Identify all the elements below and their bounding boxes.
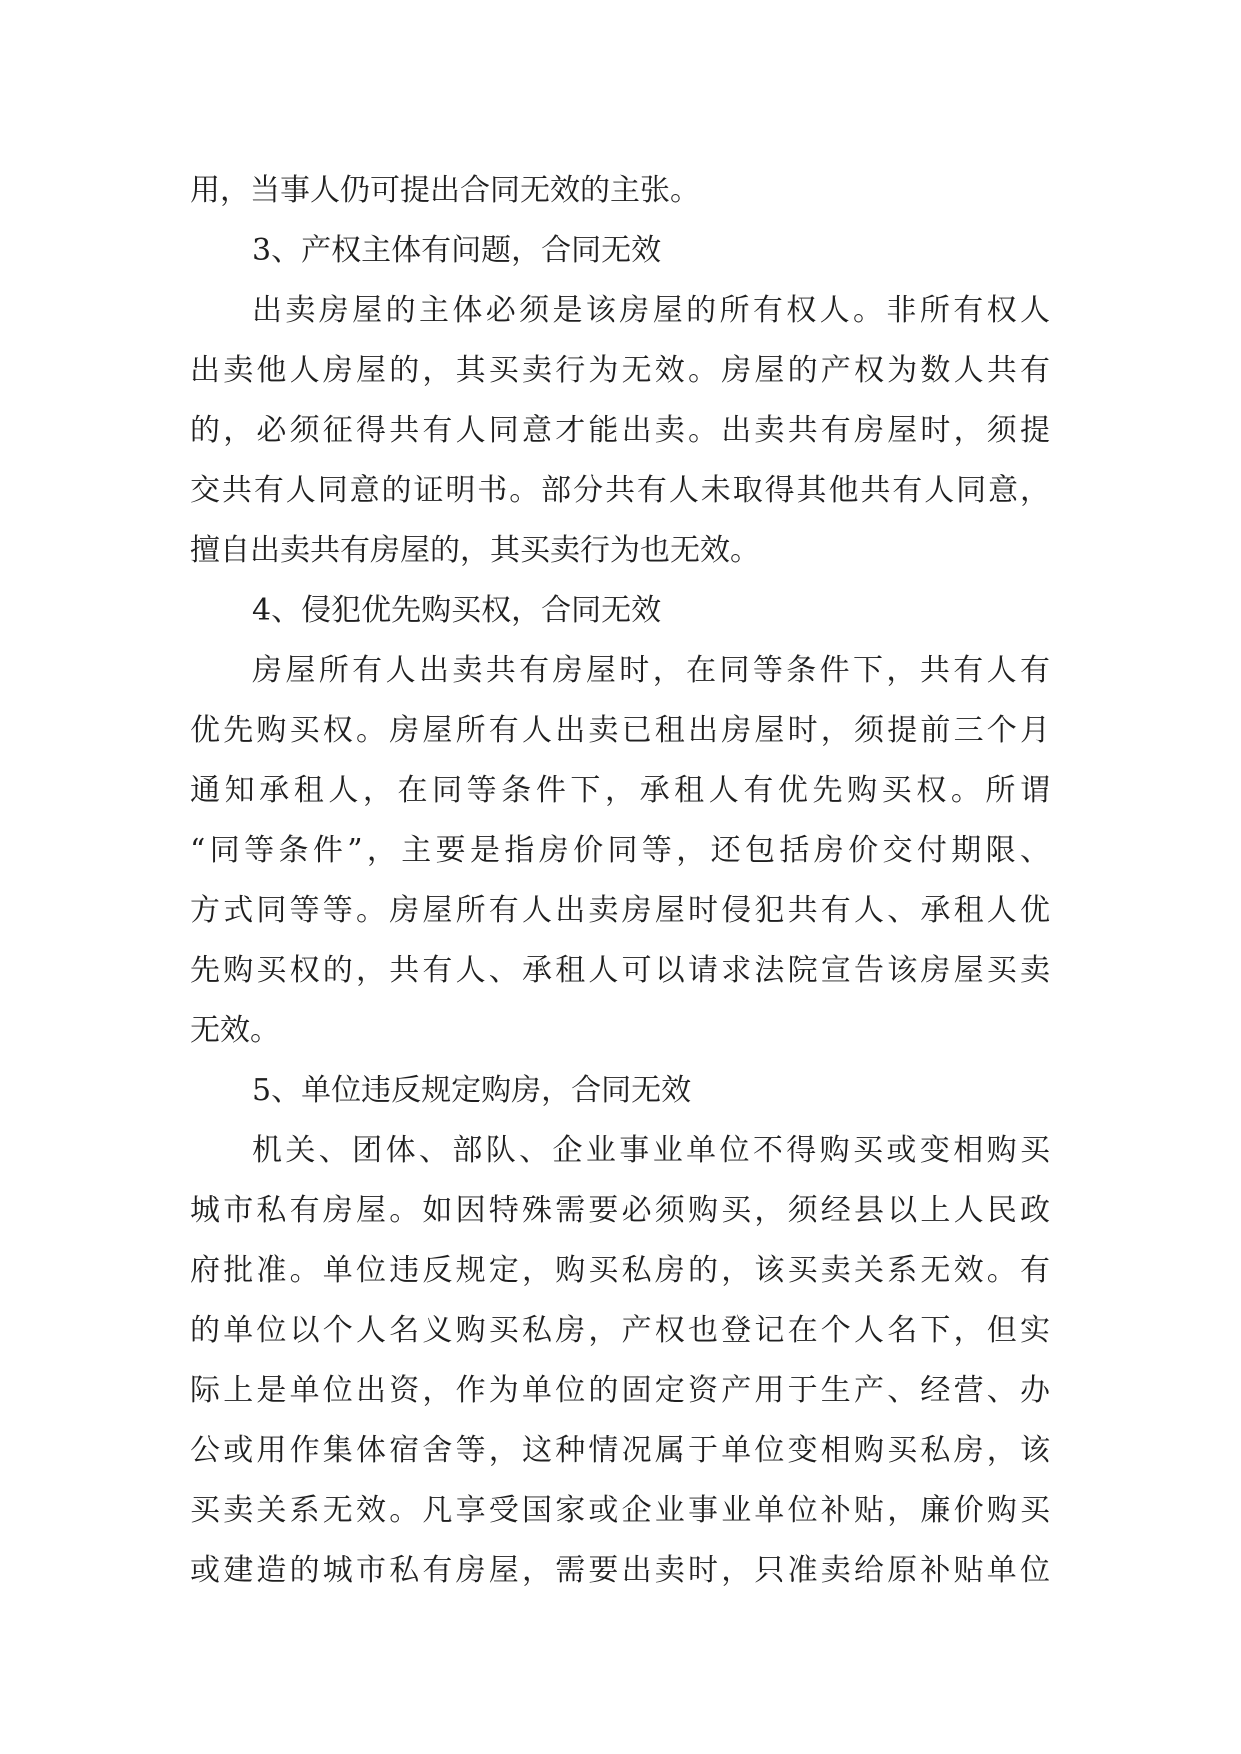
paragraph-line: 无效。 (190, 1013, 280, 1048)
paragraph-line: 公或用作集体宿舍等，这种情况属于单位变相购买私房，该 (190, 1433, 1050, 1468)
paragraph-line: 府批准。单位违反规定，购买私房的，该买卖关系无效。有 (190, 1253, 1050, 1288)
paragraph-line: 先购买权的，共有人、承租人可以请求法院宣告该房屋买卖 (190, 953, 1050, 988)
paragraph-line: 交共有人同意的证明书。部分共有人未取得其他共有人同意， (190, 473, 1050, 508)
paragraph-line: 通知承租人，在同等条件下，承租人有优先购买权。所谓 (190, 773, 1050, 808)
paragraph-line: 方式同等等。房屋所有人出卖房屋时侵犯共有人、承租人优 (190, 893, 1050, 928)
paragraph-line: 或建造的城市私有房屋，需要出卖时，只准卖给原补贴单位 (190, 1553, 1050, 1588)
paragraph-line: 房屋所有人出卖共有房屋时，在同等条件下，共有人有 (252, 653, 1050, 688)
section-heading: 3、产权主体有问题，合同无效 (252, 233, 662, 268)
paragraph-line: 出卖他人房屋的，其买卖行为无效。房屋的产权为数人共有 (190, 353, 1050, 388)
paragraph-line: 出卖房屋的主体必须是该房屋的所有权人。非所有权人 (252, 293, 1050, 328)
section-heading: 4、侵犯优先购买权，合同无效 (252, 593, 662, 628)
paragraph-line: 买卖关系无效。凡享受国家或企业事业单位补贴，廉价购买 (190, 1493, 1050, 1528)
paragraph-line: “同等条件”，主要是指房价同等，还包括房价交付期限、 (190, 833, 1050, 868)
paragraph-line: 机关、团体、部队、企业事业单位不得购买或变相购买 (252, 1133, 1050, 1168)
paragraph-line: 的，必须征得共有人同意才能出卖。出卖共有房屋时，须提 (190, 413, 1050, 448)
section-heading: 5、单位违反规定购房，合同无效 (252, 1073, 692, 1108)
paragraph-line: 擅自出卖共有房屋的，其买卖行为也无效。 (190, 533, 760, 568)
paragraph-line: 的单位以个人名义购买私房，产权也登记在个人名下，但实 (190, 1313, 1050, 1348)
paragraph-line: 用，当事人仍可提出合同无效的主张。 (190, 173, 700, 208)
paragraph-line: 优先购买权。房屋所有人出卖已租出房屋时，须提前三个月 (190, 713, 1050, 748)
paragraph-line: 城市私有房屋。如因特殊需要必须购买，须经县以上人民政 (190, 1193, 1050, 1228)
paragraph-line: 际上是单位出资，作为单位的固定资产用于生产、经营、办 (190, 1373, 1050, 1408)
